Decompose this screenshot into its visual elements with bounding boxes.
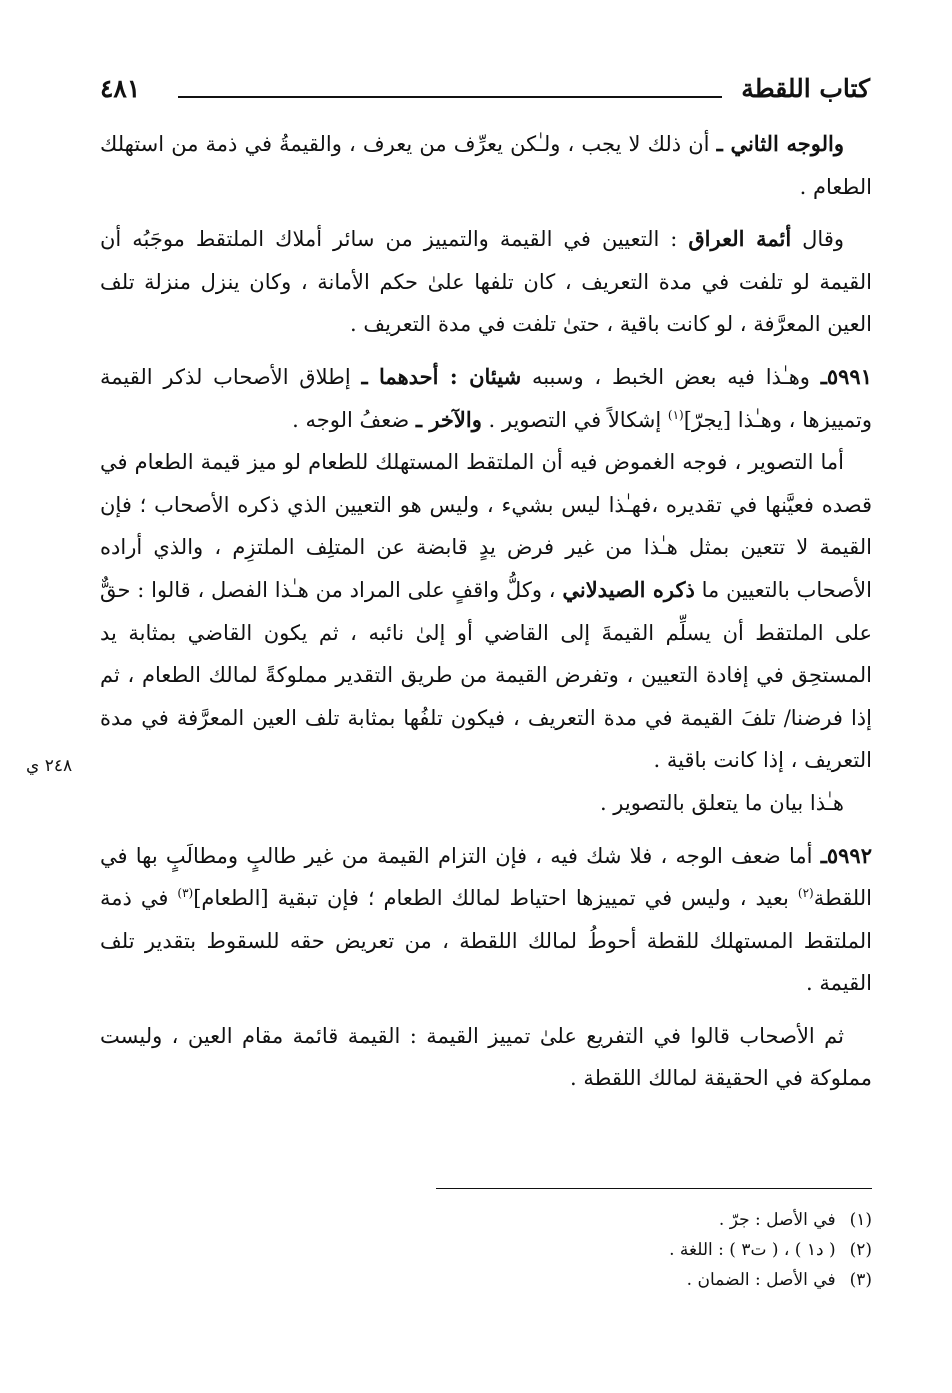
page-number: ٤٨١	[100, 74, 141, 103]
footnote-ref: (١)	[667, 407, 684, 422]
paragraph-text: وهـٰذا فيه بعض الخبط ، وسببه	[521, 364, 821, 389]
footnote-ref: (٢)	[797, 886, 814, 901]
paragraph-iraq-imams	[100, 218, 872, 346]
margin-page-reference: ٢٤٨ ي	[26, 756, 73, 776]
paragraph-5992	[100, 835, 872, 1005]
emphasis: ذكره الصيدلاني	[562, 576, 695, 602]
footnote-text: ( د١ ) ، ( ت٣ ) : اللغة .	[669, 1240, 836, 1260]
page-header	[100, 70, 870, 110]
section-number: ٥٩٩٢ـ	[820, 842, 872, 868]
paragraph-text: أما ضعف الوجه ، فلا شك فيه ، فإن التزام القيمة من غير طالبٍ ومطالَبٍ بها في اللقطة	[100, 843, 872, 911]
footnote-text: في الأصل : جرّ .	[718, 1210, 836, 1230]
footnote-text: في الأصل : الضمان .	[686, 1270, 836, 1290]
footnote-ref: (٣)	[177, 886, 194, 901]
emphasis: والآخر ـ	[415, 406, 482, 432]
paragraph-text: أن ذلك لا يجب ، ولـٰكن يعرِّف من يعرف ، والقيمةُ في ذمة من استهلك الطعام .	[100, 132, 872, 199]
emphasis: شيئان : أحدهما ـ	[361, 363, 522, 389]
footnote-item	[560, 1235, 872, 1265]
paragraph-text: إشكالاً في التصوير .	[481, 407, 668, 432]
paragraph-text: وقال	[791, 227, 845, 252]
footnote-item	[560, 1265, 872, 1295]
paragraph-text: : التعيين في القيمة والتمييز من سائر أملاك الملتقط موجَبُه أن القيمة لو تلفت في مدة التعريف ، كان تلفها علىٰ حكم الأمانة ، وكان ينزل منزلة تلف العين المعرَّفة ، لو كانت باقية ، حتىٰ تلفت في مدة التعريف .	[100, 227, 872, 337]
footnote-number: (٢)	[849, 1240, 872, 1260]
footnote-separator	[436, 1188, 872, 1189]
footnote-number: (٣)	[849, 1270, 872, 1290]
paragraph-text: ، وكلُّ واقفٍ على المراد من هـٰذا الفصل ، قالوا : حقٌّ على الملتقط أن يسلِّم القيمةَ إلى القاضي أو إلىٰ نائبه ، ثم يكون القاضي بمثابة يد المستحِق في إفادة التعيين ، وتفرض القيمة من طريق التقدير مملوكةً لمالك الطعام ، ثم إذا فرضنا/ تلفَ القيمة في مدة التعريف ، فيكون تلفُها بمثابة تلف العين المعرَّفة في مدة التعريف ، إذا كانت باقية .	[100, 577, 872, 773]
main-text	[100, 123, 872, 1110]
footnote-item	[560, 1205, 872, 1235]
paragraph-branching	[100, 1015, 872, 1100]
emphasis: أئمة العراق	[688, 226, 792, 252]
paragraph-text: أما التصوير ، فوجه الغموض فيه أن الملتقط المستهلك للطعام لو ميز قيمة الطعام في قصده فعيَّنها في تقديره ،فهـٰذا ليس بشيء ، وليس هو التعيين الذي ذكره الأصحاب ؛ فإن القيمة لا تتعين بمثل هـٰذا من غير فرض يدٍ قابضة عن المتلِف الملتزِم ، والذي أراده الأصحاب بالتعيين ما	[100, 450, 872, 602]
footnote-number: (١)	[849, 1210, 872, 1230]
header-rule	[178, 96, 722, 98]
paragraph-summary	[100, 782, 872, 825]
paragraph-lead: والوجه الثاني ـ	[716, 131, 844, 156]
paragraph-text: في ذمة الملتقط المستهلك للقطة أحوطُ لمالك اللقطة ، من تعريض حقه للسقوط بتقدير تلف القيمة .	[100, 886, 872, 996]
book-title: كتاب اللقطة	[741, 74, 870, 103]
paragraph-text: ضعفُ الوجه .	[292, 407, 416, 432]
section-number: ٥٩٩١ـ	[820, 363, 872, 389]
footnotes	[560, 1205, 872, 1295]
paragraph-text: ثم الأصحاب قالوا في التفريع علىٰ تمييز القيمة : القيمة قائمة مقام العين ، وليست مملوكة في الحقيقة لمالك اللقطة .	[100, 1023, 872, 1091]
paragraph-second-view	[100, 123, 872, 208]
paragraph-depiction	[100, 441, 872, 782]
paragraph-text: بعيد ، وليس في تمييزها احتياط لمالك الطعام ؛ فإن تبقية [الطعام]	[193, 886, 798, 911]
paragraph-text: إطلاق الأصحاب لذكر القيمة وتمييزها ، وهـٰذا [يجرّ]	[100, 364, 872, 432]
paragraph-text: هـٰذا بيان ما يتعلق بالتصوير .	[599, 790, 844, 815]
paragraph-5991	[100, 356, 872, 441]
